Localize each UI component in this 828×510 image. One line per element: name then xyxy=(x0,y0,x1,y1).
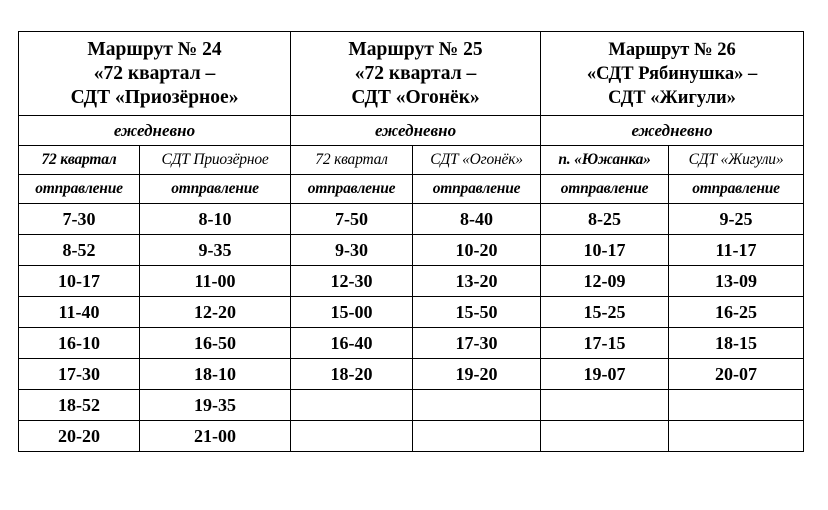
route-24-stop-a: 72 квартал xyxy=(19,146,140,175)
departure-label-row xyxy=(19,175,804,204)
time-row xyxy=(19,390,804,421)
time-cell: 10-17 xyxy=(19,266,140,297)
time-row xyxy=(19,266,804,297)
frequency-row xyxy=(19,116,804,146)
time-cell xyxy=(291,421,413,452)
route-24-title: Маршрут № 24 «72 квартал – СДТ «Приозёрное» xyxy=(19,32,291,116)
time-row xyxy=(19,421,804,452)
time-cell: 12-09 xyxy=(541,266,669,297)
time-cell xyxy=(541,390,669,421)
bus-schedule-table xyxy=(18,31,804,452)
time-cell: 13-09 xyxy=(669,266,804,297)
departure-label: отправление xyxy=(669,175,804,204)
departure-label: отправление xyxy=(140,175,291,204)
time-cell: 8-40 xyxy=(413,204,541,235)
time-cell: 11-17 xyxy=(669,235,804,266)
time-cell: 20-07 xyxy=(669,359,804,390)
departure-label: отправление xyxy=(541,175,669,204)
route-25-frequency: ежедневно xyxy=(291,116,541,146)
time-cell: 15-00 xyxy=(291,297,413,328)
time-cell: 15-25 xyxy=(541,297,669,328)
route-26-stop-b: СДТ «Жигули» xyxy=(669,146,804,175)
route-25-stop-a: 72 квартал xyxy=(291,146,413,175)
time-cell: 17-15 xyxy=(541,328,669,359)
time-cell: 10-17 xyxy=(541,235,669,266)
time-row xyxy=(19,297,804,328)
departure-label: отправление xyxy=(291,175,413,204)
departure-times xyxy=(19,204,804,452)
time-cell xyxy=(291,390,413,421)
time-cell: 16-25 xyxy=(669,297,804,328)
time-cell: 18-10 xyxy=(140,359,291,390)
time-cell: 11-40 xyxy=(19,297,140,328)
time-cell: 19-07 xyxy=(541,359,669,390)
time-cell: 9-35 xyxy=(140,235,291,266)
time-cell xyxy=(669,421,804,452)
route-26-frequency: ежедневно xyxy=(541,116,804,146)
time-cell xyxy=(669,390,804,421)
time-cell: 17-30 xyxy=(19,359,140,390)
time-cell: 18-20 xyxy=(291,359,413,390)
time-cell: 7-30 xyxy=(19,204,140,235)
time-cell: 16-40 xyxy=(291,328,413,359)
time-cell: 12-20 xyxy=(140,297,291,328)
time-cell: 12-30 xyxy=(291,266,413,297)
time-row xyxy=(19,359,804,390)
time-cell xyxy=(413,390,541,421)
route-26-title: Маршрут № 26 «СДТ Рябинушка» – СДТ «Жигули» xyxy=(541,32,804,116)
route-24-frequency: ежедневно xyxy=(19,116,291,146)
time-cell: 9-25 xyxy=(669,204,804,235)
time-cell: 18-52 xyxy=(19,390,140,421)
time-cell: 13-20 xyxy=(413,266,541,297)
time-cell: 8-10 xyxy=(140,204,291,235)
time-cell: 17-30 xyxy=(413,328,541,359)
route-24-stop-b: СДТ Приозёрное xyxy=(140,146,291,175)
time-cell: 8-52 xyxy=(19,235,140,266)
stop-names-row xyxy=(19,146,804,175)
time-cell xyxy=(413,421,541,452)
time-cell xyxy=(541,421,669,452)
time-cell: 15-50 xyxy=(413,297,541,328)
time-cell: 19-20 xyxy=(413,359,541,390)
departure-label: отправление xyxy=(19,175,140,204)
route-25-stop-b: СДТ «Огонёк» xyxy=(413,146,541,175)
time-cell: 8-25 xyxy=(541,204,669,235)
time-row xyxy=(19,204,804,235)
time-row xyxy=(19,235,804,266)
time-cell: 16-50 xyxy=(140,328,291,359)
time-cell: 18-15 xyxy=(669,328,804,359)
route-26-stop-a: п. «Южанка» xyxy=(541,146,669,175)
route-25-title: Маршрут № 25 «72 квартал – СДТ «Огонёк» xyxy=(291,32,541,116)
time-cell: 10-20 xyxy=(413,235,541,266)
departure-label: отправление xyxy=(413,175,541,204)
time-cell: 16-10 xyxy=(19,328,140,359)
route-title-row xyxy=(19,32,804,116)
time-cell: 7-50 xyxy=(291,204,413,235)
time-cell: 21-00 xyxy=(140,421,291,452)
time-cell: 11-00 xyxy=(140,266,291,297)
time-cell: 19-35 xyxy=(140,390,291,421)
time-cell: 9-30 xyxy=(291,235,413,266)
time-cell: 20-20 xyxy=(19,421,140,452)
time-row xyxy=(19,328,804,359)
